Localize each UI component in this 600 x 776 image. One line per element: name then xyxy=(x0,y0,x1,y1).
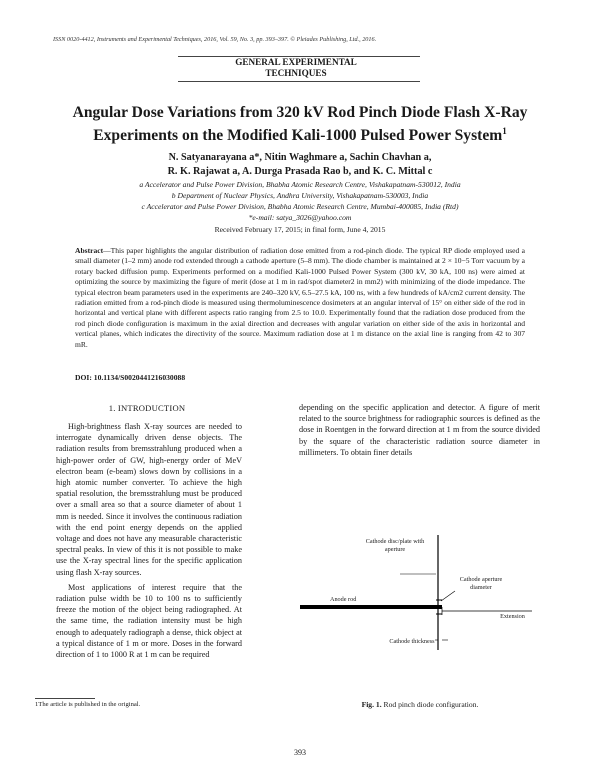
abstract-label: Abstract xyxy=(75,246,104,255)
label-cathode-aperture: Cathode aperture diameter xyxy=(459,576,503,591)
intro-paragraph-1: High-brightness flash X-ray sources are needed to interrogate dynamically driven dense objects. The radiation results from bremsstrahlung produced when a high-power order of GW, high-energy order of MeV electron beam (e-beam) slows down by collisions in a high atomic number converter. To achieve the high spatial resolution, the bremsstrahlung must be produced over a small area so that a source diameter of about 1 mm is needed. Since it involves the continuous radiation with the end point energy depends on the applied voltage and does not have any measurable characteristic spectral peaks. In view of this it is not possible to make use the X-ray spectral lines for the specific application using flash X-ray sources. xyxy=(56,422,242,577)
affiliation-a: a Accelerator and Pulse Power Division, Bhabha Atomic Research Centre, Vishakapatnam-530012, India xyxy=(139,180,461,189)
authors-line2: R. K. Rajawat a, A. Durga Prasada Rao b, and K. C. Mittal c xyxy=(167,166,433,177)
authors-line1: N. Satyanarayana a*, Nitin Waghmare a, Sachin Chavhan a, xyxy=(168,152,432,163)
affiliation-c: c Accelerator and Pulse Power Division, Bhabha Atomic Research Centre, Mumbai-400085, India (Rtd) xyxy=(141,202,459,211)
title-line2: Experiments on the Modified Kali-1000 Pulsed Power System$^1$ xyxy=(93,126,507,145)
page-number: 393 xyxy=(294,748,306,757)
title-line1: Angular Dose Variations from 320 kV Rod Pinch Diode Flash X-Ray xyxy=(72,104,528,121)
label-cathode-disc: Cathode disc/plate with aperture xyxy=(365,538,425,553)
section-heading-line2: TECHNIQUES xyxy=(265,68,327,78)
footnote-rule xyxy=(35,698,95,699)
title-footnote-mark: 1 xyxy=(502,126,507,136)
footnote: 1The article is published in the original. xyxy=(35,701,141,708)
section-rule-bottom xyxy=(178,81,420,82)
author-email: *e-mail: satya_3026@yahoo.com xyxy=(248,213,352,222)
anode-rod-shape xyxy=(300,605,442,609)
introduction-heading: 1. INTRODUCTION xyxy=(108,403,186,413)
left-column xyxy=(56,421,242,660)
figure-caption: Fig. 1. Rod pinch diode configuration. xyxy=(361,700,479,709)
abstract-text: —This paper highlights the angular distribution of radiation dose emitted from a rod-pinch diode. The typical RP diode employed used a small diameter (1–2 mm) anode rod extended through a cathode aperture (5–8 mm). The diode chamber is maintained at 2 × 10−5 Torr vacuum by a rotary backed diffusion pump. Experiments performed on a modified Kali-1000 Pulsed Power System (300 kV, 30 kA, 100 ns) were aimed at optimizing the source by maximizing the figure of merit (dose at 1 m in rad/spot diameter2 in mm2) with minimizing of the diode impedance. The typical electron beam parameters used in the experiments are 240–320 kV, 6.5–27.5 kA, 100 ns, with a few hundreds of kA/cm2 current density. The radiation emitted from a rod-pinch diode is measured using thermoluminescence dosimeters at an angular interval of 15° on either side of the rod in horizontal and vertical plane with different aspects ratio ranging from 2.5 to 10.0. Experimentally found that the radiation dose produced from the rod pinch diode configuration is maximum in the axial direction and decreases with angular variation on either side of the axis in horizontal and vertical planes, which indicates the directivity of the source. Maximum radiation dose at 1 m distance on the axial line is ranging from 42 to 307 mR. xyxy=(75,246,525,349)
paper-title xyxy=(26,103,574,145)
received-dates: Received February 17, 2015; in final form, June 4, 2015 xyxy=(214,225,386,234)
abstract xyxy=(75,246,525,350)
section-heading xyxy=(216,57,376,79)
intro-paragraph-2: Most applications of interest require that the radiation pulse width be 10 to 100 ns to sufficiently freeze the motion of the object being radiographed. At the same time, the radiation intensity must be high enough to adequately radiograph a dense, thick object at a typical distance of 1 m or more. Doses in the forward direction of 1 to 1000 R at 1 m can be required xyxy=(56,582,242,660)
section-heading-line1: GENERAL EXPERIMENTAL xyxy=(235,57,357,67)
doi: DOI: 10.1134/S0020441216030088 xyxy=(75,373,186,382)
author-list xyxy=(60,151,540,179)
journal-header: ISSN 0020-4412, Instruments and Experimental Techniques, 2016, Vol. 59, No. 3, pp. 393–397. © Pleiades Publishing, Ltd., 2016. xyxy=(53,36,377,43)
label-cathode-thickness: Cathode thickness xyxy=(389,638,435,645)
right-column-text: depending on the specific application and detector. A figure of merit related to the source brightness for radiographic sources is defined as the dose in Roentgen in the forward direction at 1 m from the source divided by the square of the characteristic radiation source diameter in millimeters. To obtain finer details xyxy=(299,403,540,457)
label-extension: Extension xyxy=(500,613,525,620)
label-anode-rod: Anode rod xyxy=(330,596,357,603)
affiliation-b: b Department of Nuclear Physics, Andhra University, Vishakapatnam-530003, India xyxy=(171,191,429,200)
figure-1 xyxy=(300,530,540,665)
